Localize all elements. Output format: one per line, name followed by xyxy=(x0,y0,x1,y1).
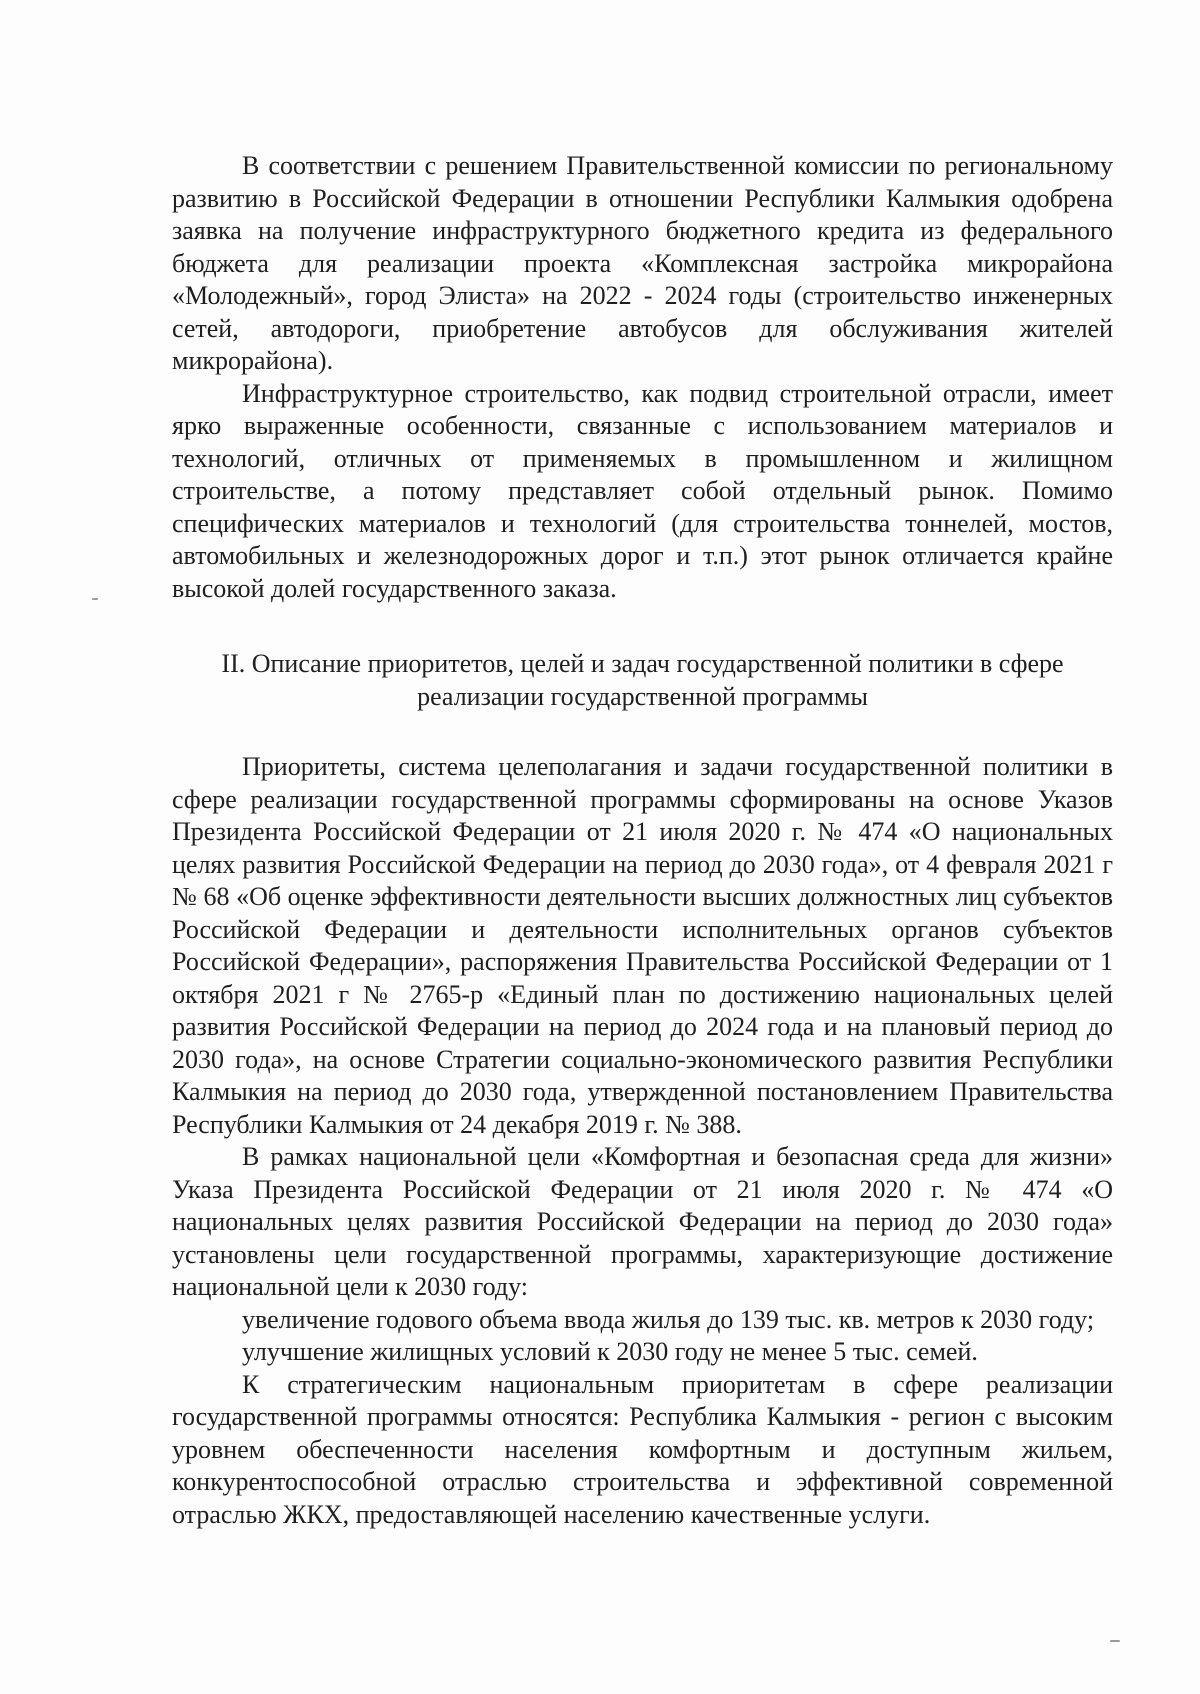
scan-artifact xyxy=(92,598,98,600)
paragraph-strategic-priorities: К стратегическим национальным приоритетам в сфере реализации государственной программы относятся: Республика Калмыкия - регион с высоким уровнем обеспеченности населения комфортным и доступным жильем, конкурентоспособной отраслью строительства и эффективной современной отраслью ЖКХ, предоставляющей населению качественные услуги. xyxy=(172,1369,1113,1529)
goal-item-housing-volume: увеличение годового объема ввода жилья до 139 тыс. кв. метров к 2030 году; xyxy=(242,1304,1095,1334)
goal-item-living-conditions: улучшение жилищных условий к 2030 году не менее 5 тыс. семей. xyxy=(242,1337,978,1366)
paragraph-infrastructure-credit: В соответствии с решением Правительственной комиссии по региональному развитию в Российской Федерации в отношении Республики Калмыкия одобрена заявка на получение инфраструктурного бюджетного кредита из федерального бюджета для реализации проекта «Комплексная застройка микрорайона «Молодежный», город Элиста» на 2022 - 2024 годы (строительство инженерных сетей, автодороги, приобретение автобусов для обслуживания жителей микрорайона). xyxy=(172,151,1113,375)
section-heading xyxy=(172,647,1113,713)
paragraph-infrastructure-construction: Инфраструктурное строительство, как подвид строительной отрасли, имеет ярко выраженные особенности, связанные с использованием материалов и технологий, отличных от применяемых в промышленном и жилищном строительстве, а потому представляет собой отдельный рынок. Помимо специфических материалов и технологий (для строительства тоннелей, мостов, автомобильных и железнодорожных дорог и т.п.) этот рынок отличается крайне высокой долей государственного заказа. xyxy=(172,378,1113,603)
section-heading-line: реализации государственной программы xyxy=(417,682,868,711)
document-body xyxy=(172,150,1113,1531)
paragraph-priorities: Приоритеты, система целеполагания и задачи государственной политики в сфере реализации государственной программы сформированы на основе Указов Президента Российской Федерации от 21 июля 2020 г. № 474 «О национальных целях развития Российской Федерации на период до 2030 года», от 4 февраля 2021 г № 68 «Об оценке эффективности деятельности высших должностных лиц субъектов Российской Федерации и деятельности исполнительных органов субъектов Российской Федерации», распоряжения Правительства Российской Федерации от 1 октября 2021 г № 2765-р «Единый план по достижению национальных целей развития Российской Федерации на период до 2024 года и на плановый период до 2030 года», на основе Стратегии социально-экономического развития Республики Калмыкия на период до 2030 года, утвержденной постановлением Правительства Республики Калмыкия от 24 декабря 2019 г. № 388. xyxy=(172,752,1113,1139)
scan-artifact xyxy=(1110,1640,1120,1642)
paragraph-national-goal: В рамках национальной цели «Комфортная и безопасная среда для жизни» Указа Президента Российской Федерации от 21 июля 2020 г. № 474 «О национальных целях развития Российской Федерации на период до 2030 года» установлены цели государственной программы, характеризующие достижение национальной цели к 2030 году: xyxy=(172,1142,1113,1301)
section-heading-line: II. Описание приоритетов, целей и задач государственной политики в сфере xyxy=(221,649,1064,678)
